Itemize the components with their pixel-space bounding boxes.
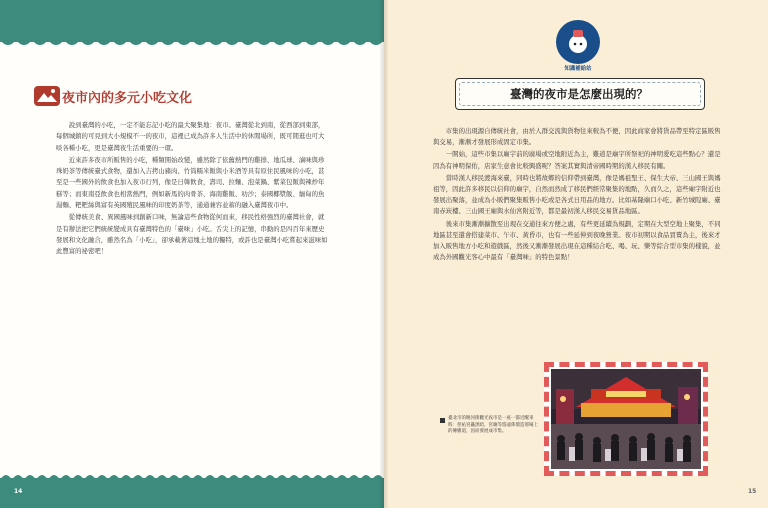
right-body-text	[433, 126, 721, 264]
character-icon	[556, 20, 600, 64]
mountain-icon	[34, 86, 60, 106]
book-spine	[380, 0, 388, 508]
night-market-photo	[551, 369, 701, 469]
badge-label: 知識補給站	[564, 66, 592, 72]
page-number: 14	[14, 488, 23, 495]
caption-bullet	[440, 418, 445, 423]
left-body-text	[56, 120, 330, 259]
paragraph: 說到臺灣的小吃，一定不能忘記小吃的最大聚集地：夜市。臺灣從北到南，從西部到東部，每個城鎮的可見到大小規模不一的夜市，這裡已成為許多人生活中的休閒場所，既可閒逛也可大啖各種小吃，更是臺灣夜生活重要的一環。	[56, 121, 325, 152]
bottom-banner	[0, 478, 384, 508]
top-scallop	[0, 40, 384, 50]
box-title: 臺灣的夜市是怎麼出現的？	[510, 87, 648, 101]
section-title: 夜市內的多元小吃文化	[62, 91, 193, 106]
paragraph: 市集的出現源自傳統社會，由於人群交流與貨物往來較為不便，因此商家會將貨品帶至特定區販售與交易，漸漸才發展形成固定市集。	[433, 127, 721, 147]
top-banner	[0, 0, 384, 42]
photo-caption: 臺北市的饒河街觀光夜市是一座一都近醒來時：慈祐宮矗黑暗，宮廟等悠遠佈壇造那場上的傳播道，因而發展成市集。	[448, 416, 538, 435]
paragraph: 後來市集漸漸擴散至出現在交通往來方便之處，有些更延續為規劃，定期在大型空地上聚集，不同地區甚至還會搭建菜市、午市、黃昏市，也有一些延伸到夜晚營業。夜市初期以食品買賣為主，後來才加入販售地方小吃和遊戲區，然後又漸漸發展出現在這種結合吃、喝、玩、樂等綜合型市集的樣貌，並成為外國觀光客心中最有「臺灣味」的特色景點！	[433, 219, 721, 262]
paragraph: 從傳統美食、異國風味到創新口味，無論這些食物從何而來，移民性格強烈的臺灣社會，就是有辦法把它們統統變成具有臺灣特色的「臺味」小吃。舌尖上的記憶，串動的是四百年來歷史發展和文化融合，雖然名為「小吃」，卻承載著這塊土地的獨特，或許也是臺灣小吃嘗起來滋味如此豐富的祕密吧！	[56, 213, 328, 256]
night-market-illustration	[551, 369, 701, 469]
paragraph: 近來許多夜市所販售的小吃，種類開始改變，雖然除了依舊熱門的雞排、地瓜球、滷味與珍珠奶茶等傳統臺式食物，還加入吉拷山豬肉、竹筒糯米飯與小米酒等具有原住民風味的小吃，甚至是一些國外的飲食也加入夜市行列，像是日韓飲食，壽司、拉麵、泡菜鍋、紫菜包飯與辣炒年糕等；而東南亞飲食也相當熱門，例如新馬的肉骨茶、海南雞飯、叻沙；泰國椰漿飯、緬甸的魚湯麵、粑粑絲與富有英國殖民風味的印度奶茶等，通通兼容並蓄的融入臺灣夜市中。	[56, 155, 325, 210]
paragraph: 一開始，這些市集以廟宇前的廣場或空地附近為主，難道是廟宇所祭祀的神明愛吃這些點心？還是因為有神明保佑，店家生意會比較興盛呢？答案其實與清帝國時期的漢人移民有關。	[433, 150, 721, 170]
paragraph: 當時漢人移民渡海來臺，同時也將故鄉的信仰帶到臺灣，像是媽祖聖王、保生大帝、三山國王與媽祖等，因此許多移民以信仰的廟宇，自然而然成了移民們經常聚集的地點，久而久之，這些廟宇附近也發展出聚落，並成為小販們聚集販售小吃或是各式日用品的地方。比如基隆廟口小吃、新竹城隍廟、臺南赤崁樓、三山國王廟與水仙宮附近等，都是最初漢人移民交易貨品地區。	[433, 173, 721, 216]
knowledge-badge	[556, 20, 600, 64]
page-number: 15	[748, 488, 757, 495]
